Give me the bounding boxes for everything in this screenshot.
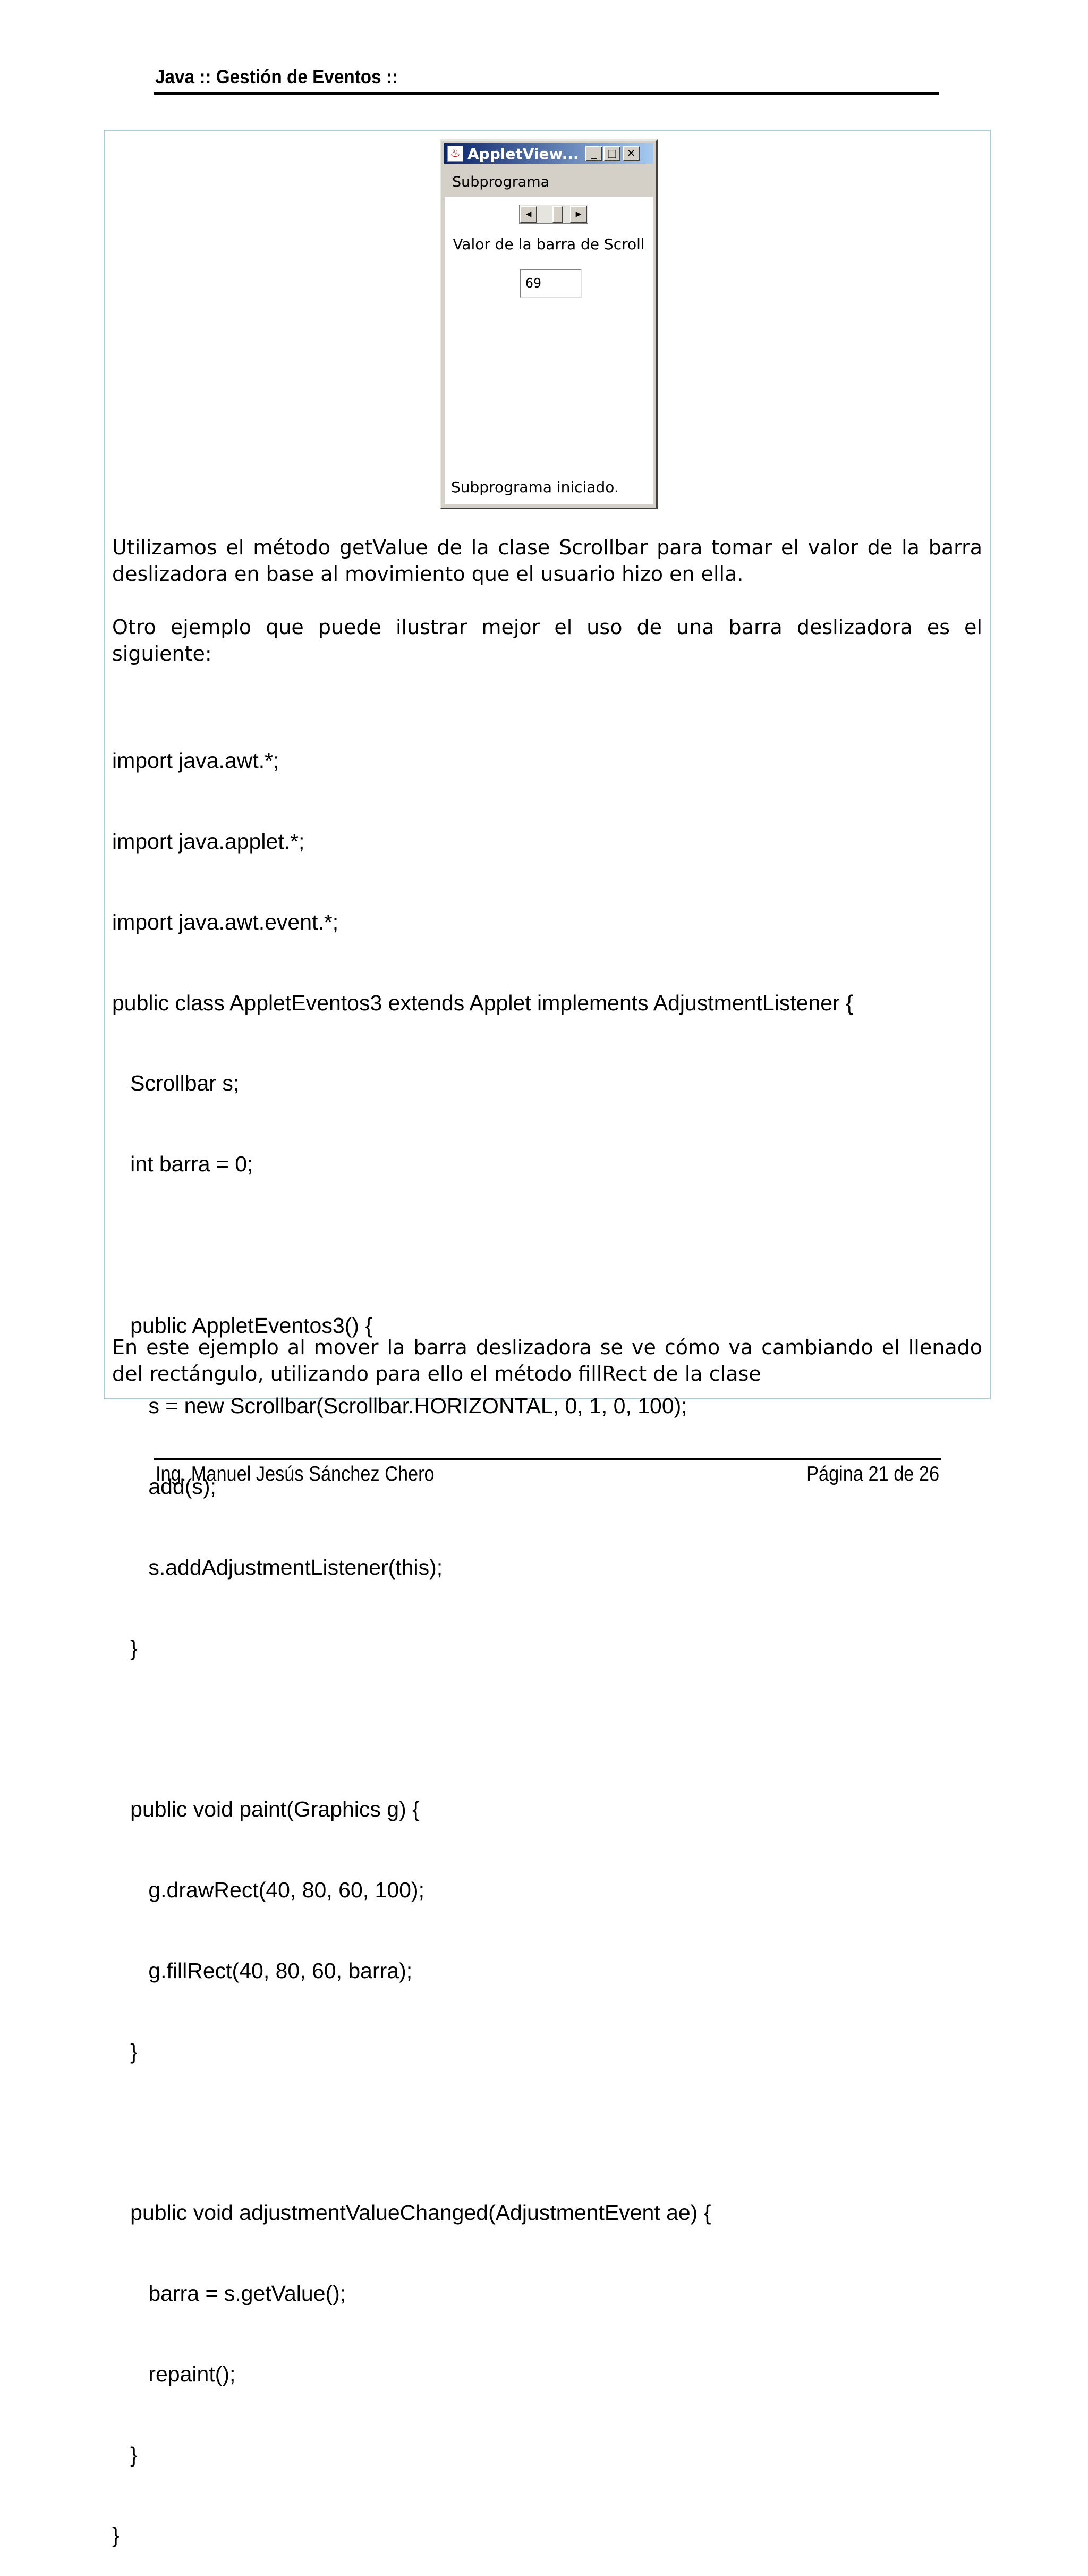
code-line: Scrollbar s; xyxy=(112,1071,240,1096)
code-line: public void paint(Graphics g) { xyxy=(112,1797,420,1822)
applet-menu-subprograma[interactable]: Subprograma xyxy=(452,174,550,190)
paragraph-getvalue: Utilizamos el método getValue de la clase Scrollbar para tomar el valor de la barra deslizadora en base al movimiento que el usuario hizo en ella. xyxy=(112,536,982,586)
code-line: import java.awt.*; xyxy=(112,748,279,773)
java-cup-icon: ♨ xyxy=(447,146,463,162)
paragraph-otro-ejemplo: Otro ejemplo que puede ilustrar mejor el uso de una barra deslizadora es el siguiente: xyxy=(112,615,982,665)
paragraph-en-este-ejemplo: En este ejemplo al mover la barra deslizadora se ve cómo va cambiando el llenado del rectángulo, utilizando para ello el método fillRect de la clase xyxy=(112,1336,982,1386)
code-line: public void adjustmentValueChanged(AdjustmentEvent ae) { xyxy=(112,2200,711,2225)
footer-author: Ing. Manuel Jesús Sánchez Chero xyxy=(156,1463,435,1485)
scrollbar-thumb[interactable] xyxy=(552,206,563,223)
code-line: public AppletEventos3() { xyxy=(112,1313,373,1338)
maximize-icon[interactable]: □ xyxy=(604,146,620,161)
code-line: int barra = 0; xyxy=(112,1152,253,1177)
code-line xyxy=(112,2118,853,2146)
code-line: s.addAdjustmentListener(this); xyxy=(112,1555,443,1580)
code-line: repaint(); xyxy=(112,2361,236,2386)
scroll-value-field[interactable]: 69 xyxy=(520,269,582,298)
page-header-title: Java :: Gestión de Eventos :: xyxy=(155,66,398,88)
applet-status-text: Subprograma iniciado. xyxy=(451,478,619,496)
code-line: public class AppletEventos3 extends Applet implements AdjustmentListener { xyxy=(112,990,853,1015)
code-line: } xyxy=(112,1635,138,1660)
arrow-right-icon[interactable]: ▶ xyxy=(570,206,587,223)
scroll-value-label: Valor de la barra de Scroll xyxy=(453,235,645,253)
code-line xyxy=(112,1716,853,1743)
close-icon[interactable]: ✕ xyxy=(623,146,640,161)
arrow-left-icon[interactable]: ◀ xyxy=(520,206,537,223)
code-listing xyxy=(112,694,853,2576)
code-line: import java.applet.*; xyxy=(112,829,305,854)
footer-rule xyxy=(154,1458,941,1460)
code-line: add(s); xyxy=(112,1474,216,1499)
code-line: barra = s.getValue(); xyxy=(112,2281,346,2306)
footer-page-number: Página 21 de 26 xyxy=(806,1463,939,1485)
applet-content-area xyxy=(445,197,653,504)
code-line: } xyxy=(112,2442,138,2467)
applet-viewer-window xyxy=(440,139,658,509)
code-line: g.drawRect(40, 80, 60, 100); xyxy=(112,1878,424,1903)
code-line: } xyxy=(112,2523,120,2548)
code-line: } xyxy=(112,2039,138,2064)
code-line xyxy=(112,1231,853,1259)
code-line: import java.awt.event.*; xyxy=(112,909,339,934)
applet-window-title: AppletView... xyxy=(468,145,579,163)
horizontal-scrollbar[interactable] xyxy=(519,205,588,224)
code-line: s = new Scrollbar(Scrollbar.HORIZONTAL, 0, 1, 0, 100); xyxy=(112,1393,687,1418)
code-line: g.fillRect(40, 80, 60, barra); xyxy=(112,1958,413,1983)
minimize-icon[interactable]: _ xyxy=(585,146,602,161)
applet-titlebar[interactable] xyxy=(444,143,653,164)
header-rule xyxy=(154,92,939,95)
